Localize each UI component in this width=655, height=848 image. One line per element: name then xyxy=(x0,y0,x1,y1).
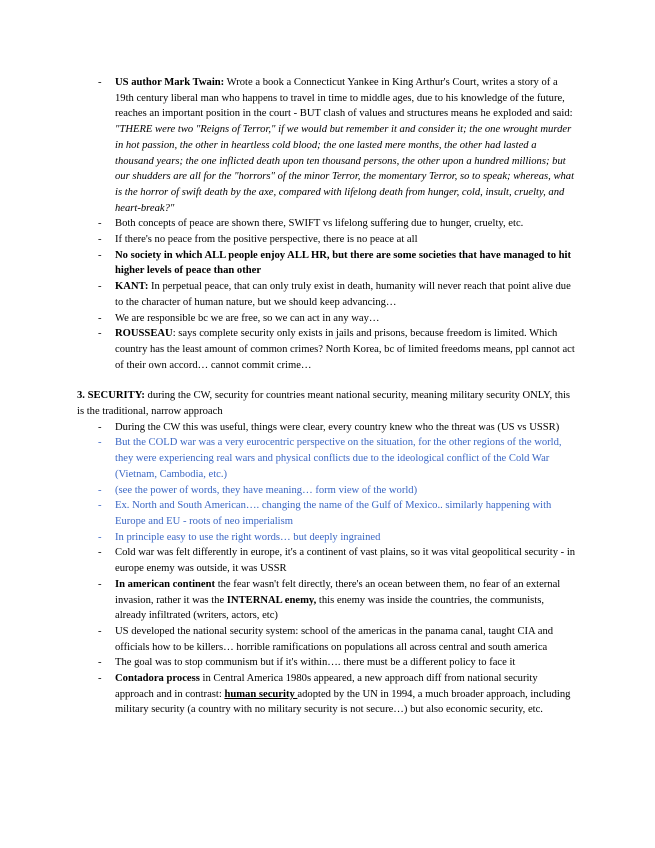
section-intro: during the CW, security for countries meant national security, meaning military security ONLY, this is the traditional, narrow approach xyxy=(77,390,571,418)
bold-lead: No society in which ALL people enjoy ALL HR, but there are some societies that have managed to hit higher levels of peace than other xyxy=(115,249,572,277)
list-item xyxy=(77,530,577,546)
bullet-dash: - xyxy=(98,218,102,230)
bold-lead: Contadora process xyxy=(115,673,200,685)
bullet-list-security xyxy=(77,420,577,718)
list-item xyxy=(77,671,577,718)
item-text: The goal was to stop communism but if it's within…. there must be a different policy to face it xyxy=(115,657,516,669)
list-item xyxy=(77,248,577,279)
bullet-dash: - xyxy=(98,437,102,449)
bullet-dash: - xyxy=(98,657,102,669)
bullet-dash: - xyxy=(98,531,102,543)
item-text: In principle easy to use the right words… but deeply ingrained xyxy=(115,531,381,543)
bold-lead: ROUSSEAU xyxy=(115,328,173,340)
list-item xyxy=(77,483,577,499)
list-item xyxy=(77,75,577,216)
bullet-dash: - xyxy=(98,547,102,559)
bullet-dash: - xyxy=(98,625,102,637)
item-text: We are responsible bc we are free, so we can act in any way… xyxy=(115,312,380,324)
bold-lead: In american continent xyxy=(115,578,216,590)
list-item xyxy=(77,624,577,655)
paragraph-gap xyxy=(77,373,577,388)
list-item xyxy=(77,279,577,310)
item-text: : says complete security only exists in jails and prisons, because freedom is limited. Which country has the least amount of common crimes? North Korea, bc of limited freedoms means, ppl cannot act of their own accord… cannot commit crime… xyxy=(115,328,575,371)
list-item xyxy=(77,435,577,482)
bullet-dash: - xyxy=(98,421,102,433)
bold-lead: KANT: xyxy=(115,281,149,293)
item-text: this enemy was inside the countries, the communists, already infiltrated (writers, actors, etc) xyxy=(115,594,544,622)
bullet-dash: - xyxy=(98,673,102,685)
item-text: US developed the national security system: school of the americas in the panama canal, taught CIA and officials how to be killers… horrible ramifications on populations all across central and south america xyxy=(115,625,554,653)
item-text: During the CW this was useful, things were clear, every country knew who the threat was (US vs USSR) xyxy=(115,421,560,433)
list-item xyxy=(77,655,577,671)
item-text: If there's no peace from the positive perspective, there is no peace at all xyxy=(115,234,418,246)
item-text: (see the power of words, they have meaning… form view of the world) xyxy=(115,484,418,496)
bullet-dash: - xyxy=(98,500,102,512)
bullet-dash: - xyxy=(98,77,102,88)
underlined-term: human security xyxy=(224,688,298,700)
bold-phrase: INTERNAL enemy, xyxy=(226,594,317,606)
list-item xyxy=(77,326,577,373)
item-text: adopted by the UN in 1994, a much broader approach, including military security (a country with no military security is not secure…) but also economic security, etc. xyxy=(115,688,571,716)
bullet-dash: - xyxy=(98,281,102,293)
item-text: In perpetual peace, that can only truly exist in death, humanity will never reach that point alive due to the character of human nature, but we should keep advancing… xyxy=(115,281,571,308)
list-item xyxy=(77,577,577,624)
bold-lead: US author Mark Twain: xyxy=(115,77,225,88)
item-text: Both concepts of peace are shown there, SWIFT vs lifelong suffering due to hunger, cruelty, etc. xyxy=(115,218,524,230)
item-text: Wrote a book a Connecticut Yankee in King Arthur's Court, writes a story of a 19th century liberal man who happens to travel in time to middle ages, due to his knowledge of the future, reaches an important position in the court - BUT clash of values and structures means he exploded and said: xyxy=(115,77,573,120)
list-item xyxy=(77,232,577,248)
document-body xyxy=(77,75,577,718)
list-item xyxy=(77,311,577,327)
bullet-dash: - xyxy=(98,249,102,261)
bullet-list-peace xyxy=(77,75,577,373)
bullet-dash: - xyxy=(98,312,102,324)
section-heading-security xyxy=(77,388,577,419)
item-text: in Central America 1980s appeared, a new approach diff from national security approach and in contrast: xyxy=(115,673,538,700)
item-text: Cold war was felt differently in europe, it's a continent of vast plains, so it was vital geopolitical security - in europe enemy was outside, it was USSR xyxy=(115,547,576,575)
bullet-dash: - xyxy=(98,484,102,496)
item-text: the fear wasn't felt directly, there's an ocean between them, no fear of an external invasion, rather it was the xyxy=(115,578,561,606)
item-text: Ex. North and South American…. changing the name of the Gulf of Mexico.. similarly happening with Europe and EU - roots of neo imperialism xyxy=(115,500,552,527)
bullet-dash: - xyxy=(98,578,102,590)
item-text: But the COLD war was a very eurocentric perspective on the situation, for the other regions of the world, they were experiencing real wars and physical conflicts due to the ideological conflict of the Cold War (Vietnam, Cambodia, etc.) xyxy=(115,437,562,480)
section-title: 3. SECURITY: xyxy=(77,390,145,402)
italic-quote: "THERE were two "Reigns of Terror," if we would but remember it and consider it; the one wrought murder in hot passion, the other in heartless cold blood; the one lasted mere months, the other had lasted a thousand years; the one inflicted death upon ten thousand persons, the other upon a hundred millions; but our shudders are all for the "horrors" of the minor Terror, the momentary Terror, so to speak; whereas, what is the horror of swift death by the axe, compared with lifelong death from hunger, cold, insult, cruelty, and heart-break?" xyxy=(115,124,575,214)
list-item xyxy=(77,498,577,529)
bullet-dash: - xyxy=(98,234,102,246)
list-item xyxy=(77,545,577,576)
bullet-dash: - xyxy=(98,328,102,340)
list-item xyxy=(77,420,577,436)
list-item xyxy=(77,216,577,232)
